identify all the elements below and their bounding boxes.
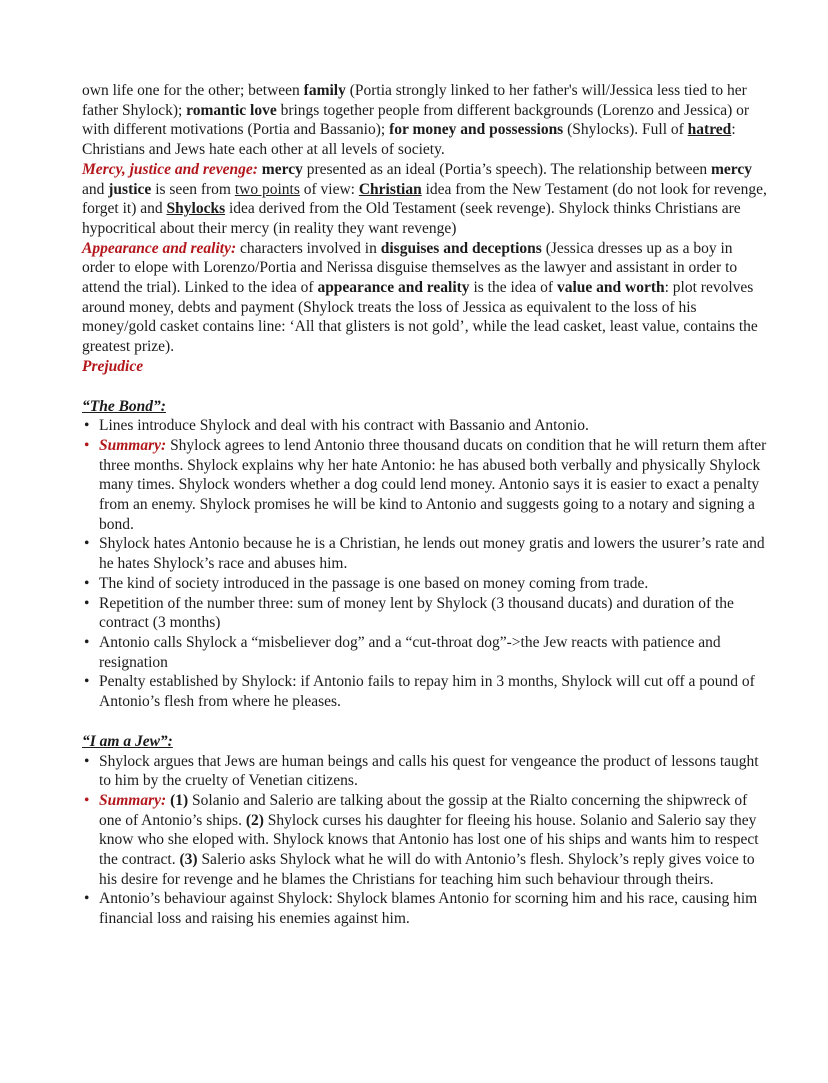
jew-heading: “I am a Jew”: — [82, 732, 173, 750]
appearance-label: Appearance and reality: — [82, 239, 237, 257]
list-item: • Antonio’s behaviour against Shylock: Shylock blames Antonio for scorning him and his race, causing him financial loss and raising his enemies against him. — [82, 889, 768, 928]
appearance-paragraph: Appearance and reality: characters involved in disguises and deceptions (Jessica dresses up as a boy in order to elope with Lorenzo/Portia and Nerissa disguise themselves as the lawyer and assistant in order to attend the trial). Linked to the idea of appearance and reality is the idea of value and worth: plot revolves around money, debts and payment (Shylock treats the loss of Jessica as equivalent to the loss of his money/gold casket contains line: ‘All that glisters is not gold’, while the lead casket, least value, contains the greatest prize). — [82, 239, 758, 356]
mercy-paragraph: Mercy, justice and revenge: mercy presented as an ideal (Portia’s speech). The relationship between mercy and justice is seen from two points of view: Christian idea from the New Testament (do not look for revenge, forget it) and Shylocks idea derived from the Old Testament (seek revenge). Shylock thinks Christians are hypocritical about their mercy (in reality they want revenge) — [82, 160, 767, 237]
jew-list — [82, 752, 768, 929]
list-item: • Penalty established by Shylock: if Antonio fails to repay him in 3 months, Shylock will cut off a pound of Antonio’s flesh from where he pleases. — [82, 672, 768, 711]
list-item: • Repetition of the number three: sum of money lent by Shylock (3 thousand ducats) and duration of the contract (3 months) — [82, 594, 768, 633]
list-item: • The kind of society introduced in the passage is one based on money coming from trade. — [82, 574, 768, 594]
bond-heading: “The Bond”: — [82, 397, 166, 415]
list-item: • Lines introduce Shylock and deal with his contract with Bassanio and Antonio. — [82, 416, 768, 436]
spacer — [82, 377, 768, 397]
love-paragraph: own life one for the other; between family (Portia strongly linked to her father's will/Jessica less tied to her father Shylock); romantic love brings together people from different backgrounds (Lorenzo and Jessica) or with different motivations (Portia and Bassanio); for money and possessions (Shylocks). Full of hatred: Christians and Jews hate each other at all levels of society. — [82, 82, 750, 159]
list-item: • Antonio calls Shylock a “misbeliever dog” and a “cut-throat dog”->the Jew reacts with patience and resignation — [82, 633, 768, 672]
prejudice-label: Prejudice — [82, 357, 144, 375]
spacer — [82, 712, 768, 732]
list-item: • Shylock argues that Jews are human beings and calls his quest for vengeance the product of lessons taught to him by the cruelty of Venetian citizens. — [82, 752, 768, 791]
list-item: • Shylock hates Antonio because he is a Christian, he lends out money gratis and lowers the usurer’s rate and he hates Shylock’s race and abuses him. — [82, 534, 768, 573]
list-item: • Summary: Shylock agrees to lend Antonio three thousand ducats on condition that he will return them after three months. Shylock explains why her hate Antonio: he has abused both verbally and physically Shylock many times. Shylock wonders whether a dog could lend money. Antonio says it is easier to exact a penalty from an enemy. Shylock promises he will be kind to Antonio and suggests going to a notary and signing a bond. — [82, 436, 768, 535]
mercy-label: Mercy, justice and revenge: — [82, 160, 258, 178]
bond-list — [82, 416, 768, 712]
list-item: • Summary: (1) Solanio and Salerio are talking about the gossip at the Rialto concerning the shipwreck of one of Antonio’s ships. (2) Shylock curses his daughter for fleeing his house. Solanio and Salerio say they know who she eloped with. Shylock knows that Antonio has lost one of his ships and wants him to respect the contract. (3) Salerio asks Shylock what he will do with Antonio’s flesh. Shylock’s reply gives voice to his desire for revenge and he blames the Christians for teaching him such behaviour through theirs. — [82, 791, 768, 890]
